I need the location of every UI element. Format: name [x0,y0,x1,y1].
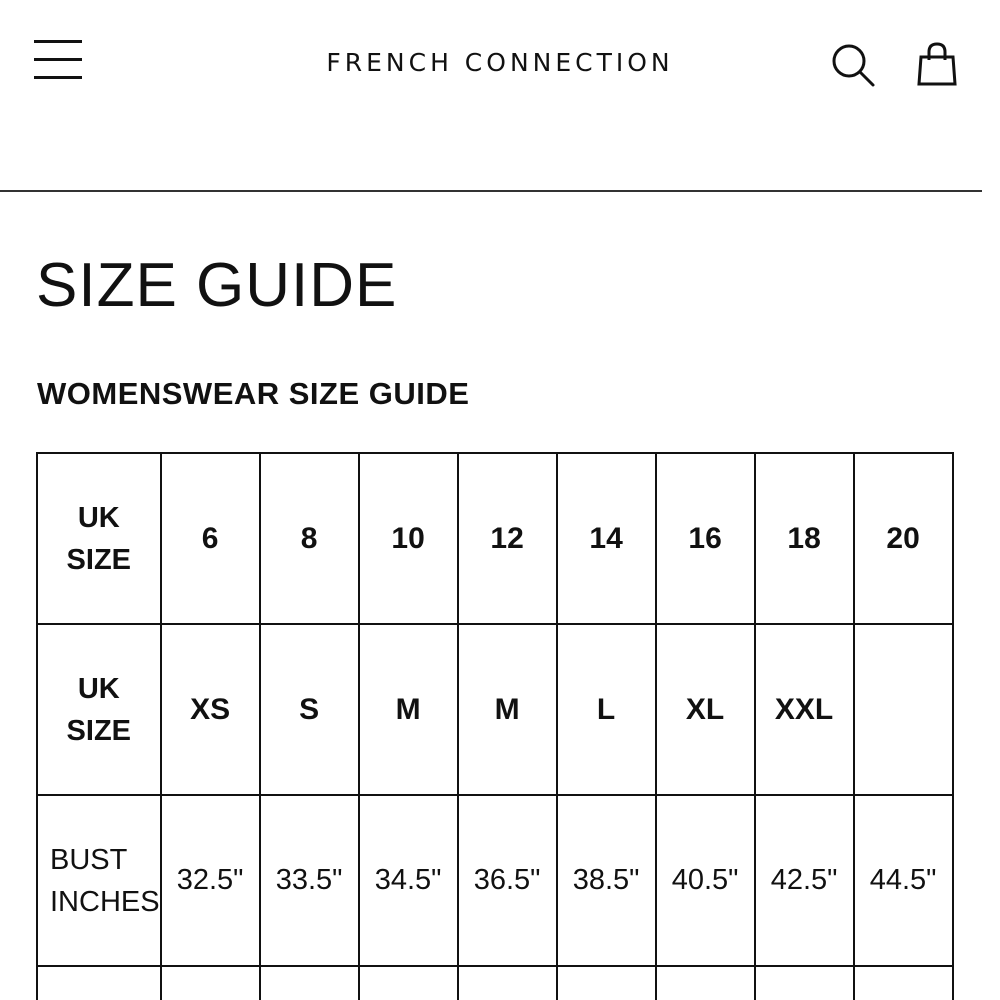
table-cell: 8 [260,453,359,624]
row-header-line: SIZE [66,714,132,747]
table-cell: L [557,624,656,795]
table-cell: XL [656,624,755,795]
size-guide-table [36,452,954,1000]
table-cell: 14 [557,453,656,624]
table-cell [458,966,557,1000]
table-cell: 10 [359,453,458,624]
search-icon [828,40,878,90]
table-cell [161,966,260,1000]
table-cell: 40.5" [656,795,755,966]
table-cell: 16 [656,453,755,624]
page-title: SIZE GUIDE [36,251,398,320]
table-cell [854,966,953,1000]
table-cell: XXL [755,624,854,795]
table-cell: 12 [458,453,557,624]
table-cell: 6 [161,453,260,624]
table-cell: 42.5" [755,795,854,966]
table-cell [854,624,953,795]
table-cell: 33.5" [260,795,359,966]
section-title: WOMENSWEAR SIZE GUIDE [37,376,470,411]
table-row [37,795,953,966]
row-header [37,966,161,1000]
table-cell [755,966,854,1000]
table-cell: 34.5" [359,795,458,966]
row-header-line: INCHES [50,885,160,918]
table-cell: 36.5" [458,795,557,966]
bag-button[interactable] [912,40,962,90]
table-row [37,624,953,795]
brand-logo[interactable]: FRENCH CONNECTION [326,48,674,77]
table-cell [557,966,656,1000]
row-header-line: SIZE [66,543,132,576]
header-divider [0,190,982,192]
table-cell: 44.5" [854,795,953,966]
row-header-line: UK [77,501,120,534]
table-cell: S [260,624,359,795]
table-row [37,966,953,1000]
table-cell: 20 [854,453,953,624]
row-header-line: BUST [50,843,128,876]
row-header [37,624,161,795]
menu-button[interactable] [34,38,84,84]
table-cell: M [458,624,557,795]
table-row [37,453,953,624]
row-header [37,795,161,966]
table-cell: M [359,624,458,795]
site-header [0,0,1000,192]
table-cell: 38.5" [557,795,656,966]
bag-icon [912,40,962,90]
table-cell: 32.5" [161,795,260,966]
table-cell [359,966,458,1000]
table-cell: 18 [755,453,854,624]
table-cell [260,966,359,1000]
row-header-line: UK [77,672,120,705]
table-cell [656,966,755,1000]
table-cell: XS [161,624,260,795]
search-button[interactable] [828,40,878,90]
row-header [37,453,161,624]
